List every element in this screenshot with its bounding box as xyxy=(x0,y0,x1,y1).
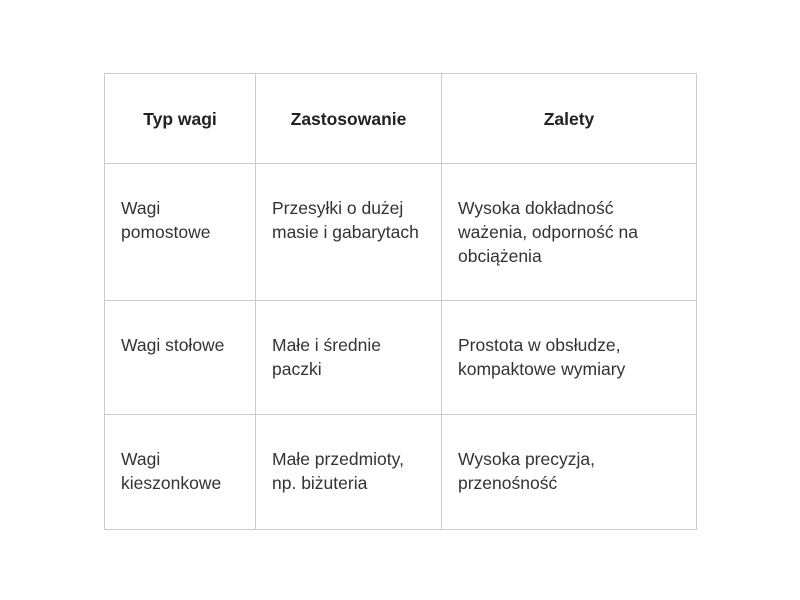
cell-application: Przesyłki o dużej masie i gabarytach xyxy=(256,164,442,301)
table-row xyxy=(105,415,697,530)
cell-application: Małe i średnie paczki xyxy=(256,301,442,415)
header-application: Zastosowanie xyxy=(256,74,442,164)
header-advantages: Zalety xyxy=(442,74,697,164)
cell-advantages: Wysoka dokładność ważenia, odporność na obciążenia xyxy=(442,164,697,301)
scales-comparison-table xyxy=(104,73,697,530)
cell-scale-type: Wagi kieszonkowe xyxy=(105,415,256,530)
cell-scale-type: Wagi stołowe xyxy=(105,301,256,415)
cell-application: Małe przedmioty, np. biżuteria xyxy=(256,415,442,530)
scales-comparison-table-container xyxy=(104,73,697,530)
cell-advantages: Wysoka precyzja, przenośność xyxy=(442,415,697,530)
table-row xyxy=(105,164,697,301)
cell-advantages: Prostota w obsłudze, kompaktowe wymiary xyxy=(442,301,697,415)
table-header-row xyxy=(105,74,697,164)
header-scale-type: Typ wagi xyxy=(105,74,256,164)
cell-scale-type: Wagi pomostowe xyxy=(105,164,256,301)
table-row xyxy=(105,301,697,415)
